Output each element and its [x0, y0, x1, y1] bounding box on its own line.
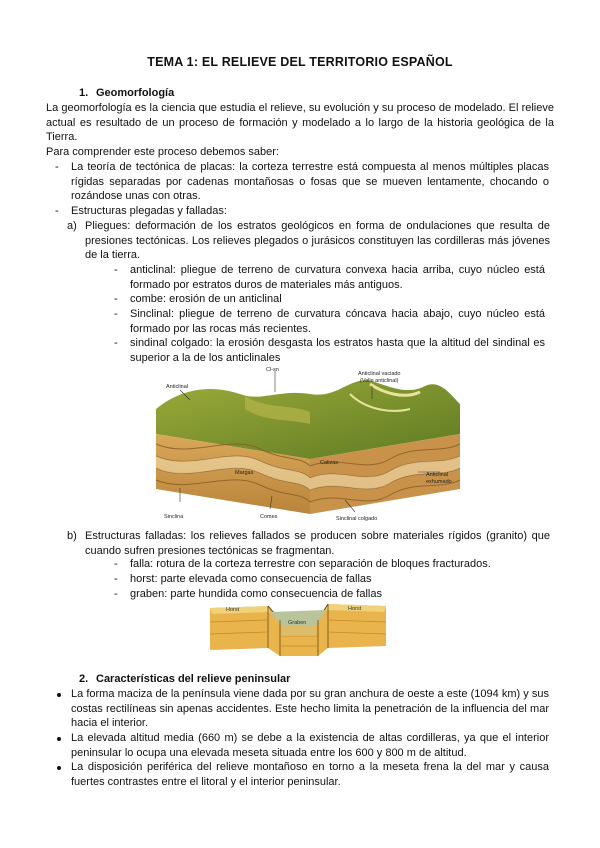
bullet-icon: [57, 693, 61, 697]
fold-label-clsn: Cl-sn: [266, 367, 279, 373]
sublist-marker-a: a): [67, 220, 77, 232]
list-item-anticlinal: anticlinal: pliegue de terreno de curvatura convexa hacia arriba, cuyo núcleo está formado por estratos duros de materiales más antiguos.: [130, 264, 545, 291]
dash-marker: -: [114, 588, 118, 600]
list-item-relief-layout: La disposición periférica del relieve montañoso en torno a la meseta frena la del mar y causa fuertes contrastes entre el litoral y el interior peninsular.: [71, 761, 549, 788]
list-item-combe: combe: erosión de un anticlinal: [130, 293, 282, 305]
fold-label-margas: Margas: [235, 470, 254, 476]
section1-heading: Geomorfología: [96, 87, 175, 99]
fold-diagram: [150, 364, 465, 526]
list-item-sinclinal-colgado: sindinal colgado: la erosión desgasta los estratos hasta que la altitud del sindinal es superior a la de los anticlinales: [130, 337, 545, 364]
list-item-plate-tectonics: La teoría de tectónica de placas: la corteza terrestre está compuesta al menos múltiples placas rígidas separadas por cadenas montañosas o fosas que se mueven lentamente, chocando o rozándose unas con otras.: [71, 161, 549, 202]
section2-heading: Características del relieve peninsular: [96, 673, 291, 685]
fault-label-horst-right: Horst: [348, 606, 362, 612]
bullet-icon: [57, 737, 61, 741]
sublist-marker-b: b): [67, 530, 77, 542]
section2-number: 2.: [79, 673, 89, 685]
fold-label-anticlinal-exhumado-2: exhumado: [426, 479, 452, 485]
dash-marker: -: [114, 308, 118, 320]
dash-marker: -: [55, 161, 59, 173]
dash-marker: -: [55, 205, 59, 217]
document-title: TEMA 1: EL RELIEVE DEL TERRITORIO ESPAÑOL: [147, 55, 453, 69]
dash-marker: -: [114, 573, 118, 585]
fold-label-sinclinal-colgado: Sinclinal colgado: [336, 516, 378, 522]
dash-marker: -: [114, 293, 118, 305]
fold-label-comes: Comes: [260, 514, 278, 520]
fold-label-anticlinal-vaciado: Anticlinal vaciado: [358, 371, 401, 377]
faults-definition: Estructuras falladas: los relieves fallados se producen sobre materiales rígidos (granito) que cuando sufren presiones tectónicas se fragmentan.: [85, 530, 550, 557]
dash-marker: -: [114, 337, 118, 349]
section1-number: 1.: [79, 87, 89, 99]
fault-label-horst-left: Horst: [226, 607, 240, 613]
section1-intro: La geomorfología es la ciencia que estudia el relieve, su evolución y su proceso de modelado. El relieve actual es resultado de un proceso de formación y modelado a lo largo de la historia geológica de la Tierra.: [46, 102, 554, 143]
section1-lead: Para comprender este proceso debemos saber:: [46, 146, 279, 158]
fold-label-anticlinal-exhumado-1: Anticlinal: [426, 472, 449, 478]
fault-diagram: [208, 598, 388, 658]
list-item-altitude: La elevada altitud media (660 m) se debe a la existencia de altas cordilleras, ya que el interior peninsular lo ocupa una elevada meseta situada entre los 600 y 800 m de altitud.: [71, 732, 549, 759]
list-item-structures: Estructuras plegadas y falladas:: [71, 205, 227, 217]
fold-label-anticlinal: Anticlinal: [166, 384, 189, 390]
bullet-icon: [57, 766, 61, 770]
list-item-sinclinal: Sinclinal: pliegue de terreno de curvatura cóncava hacia abajo, cuyo núcleo está formado por las rocas más recientes.: [130, 308, 545, 335]
folds-definition: Pliegues: deformación de los estratos geológicos en forma de ondulaciones que resulta de presiones tectónicas. Los relieves plegados o jurásicos constituyen las cordilleras más jóvenes de la tierra.: [85, 220, 550, 261]
list-item-falla: falla: rotura de la corteza terrestre con separación de bloques fracturados.: [130, 558, 491, 570]
dash-marker: -: [114, 264, 118, 276]
list-item-horst: horst: parte elevada como consecuencia de fallas: [130, 573, 372, 585]
fold-label-valle-anticlinal: (Valle anticlinal): [360, 378, 399, 384]
fold-label-sinclina: Sinclina: [164, 514, 184, 520]
fold-label-calizas: Calizas: [320, 460, 339, 466]
list-item-graben: graben: parte hundida como consecuencia de fallas: [130, 588, 382, 600]
fault-label-graben: Graben: [288, 620, 307, 626]
list-item-peninsula-shape: La forma maciza de la península viene dada por su gran anchura de oeste a este (1094 km) y sus costas rectilíneas sin apenas accidentes. Este hecho limita la penetración de la influencia del mar hacia el interior.: [71, 688, 549, 729]
dash-marker: -: [114, 558, 118, 570]
